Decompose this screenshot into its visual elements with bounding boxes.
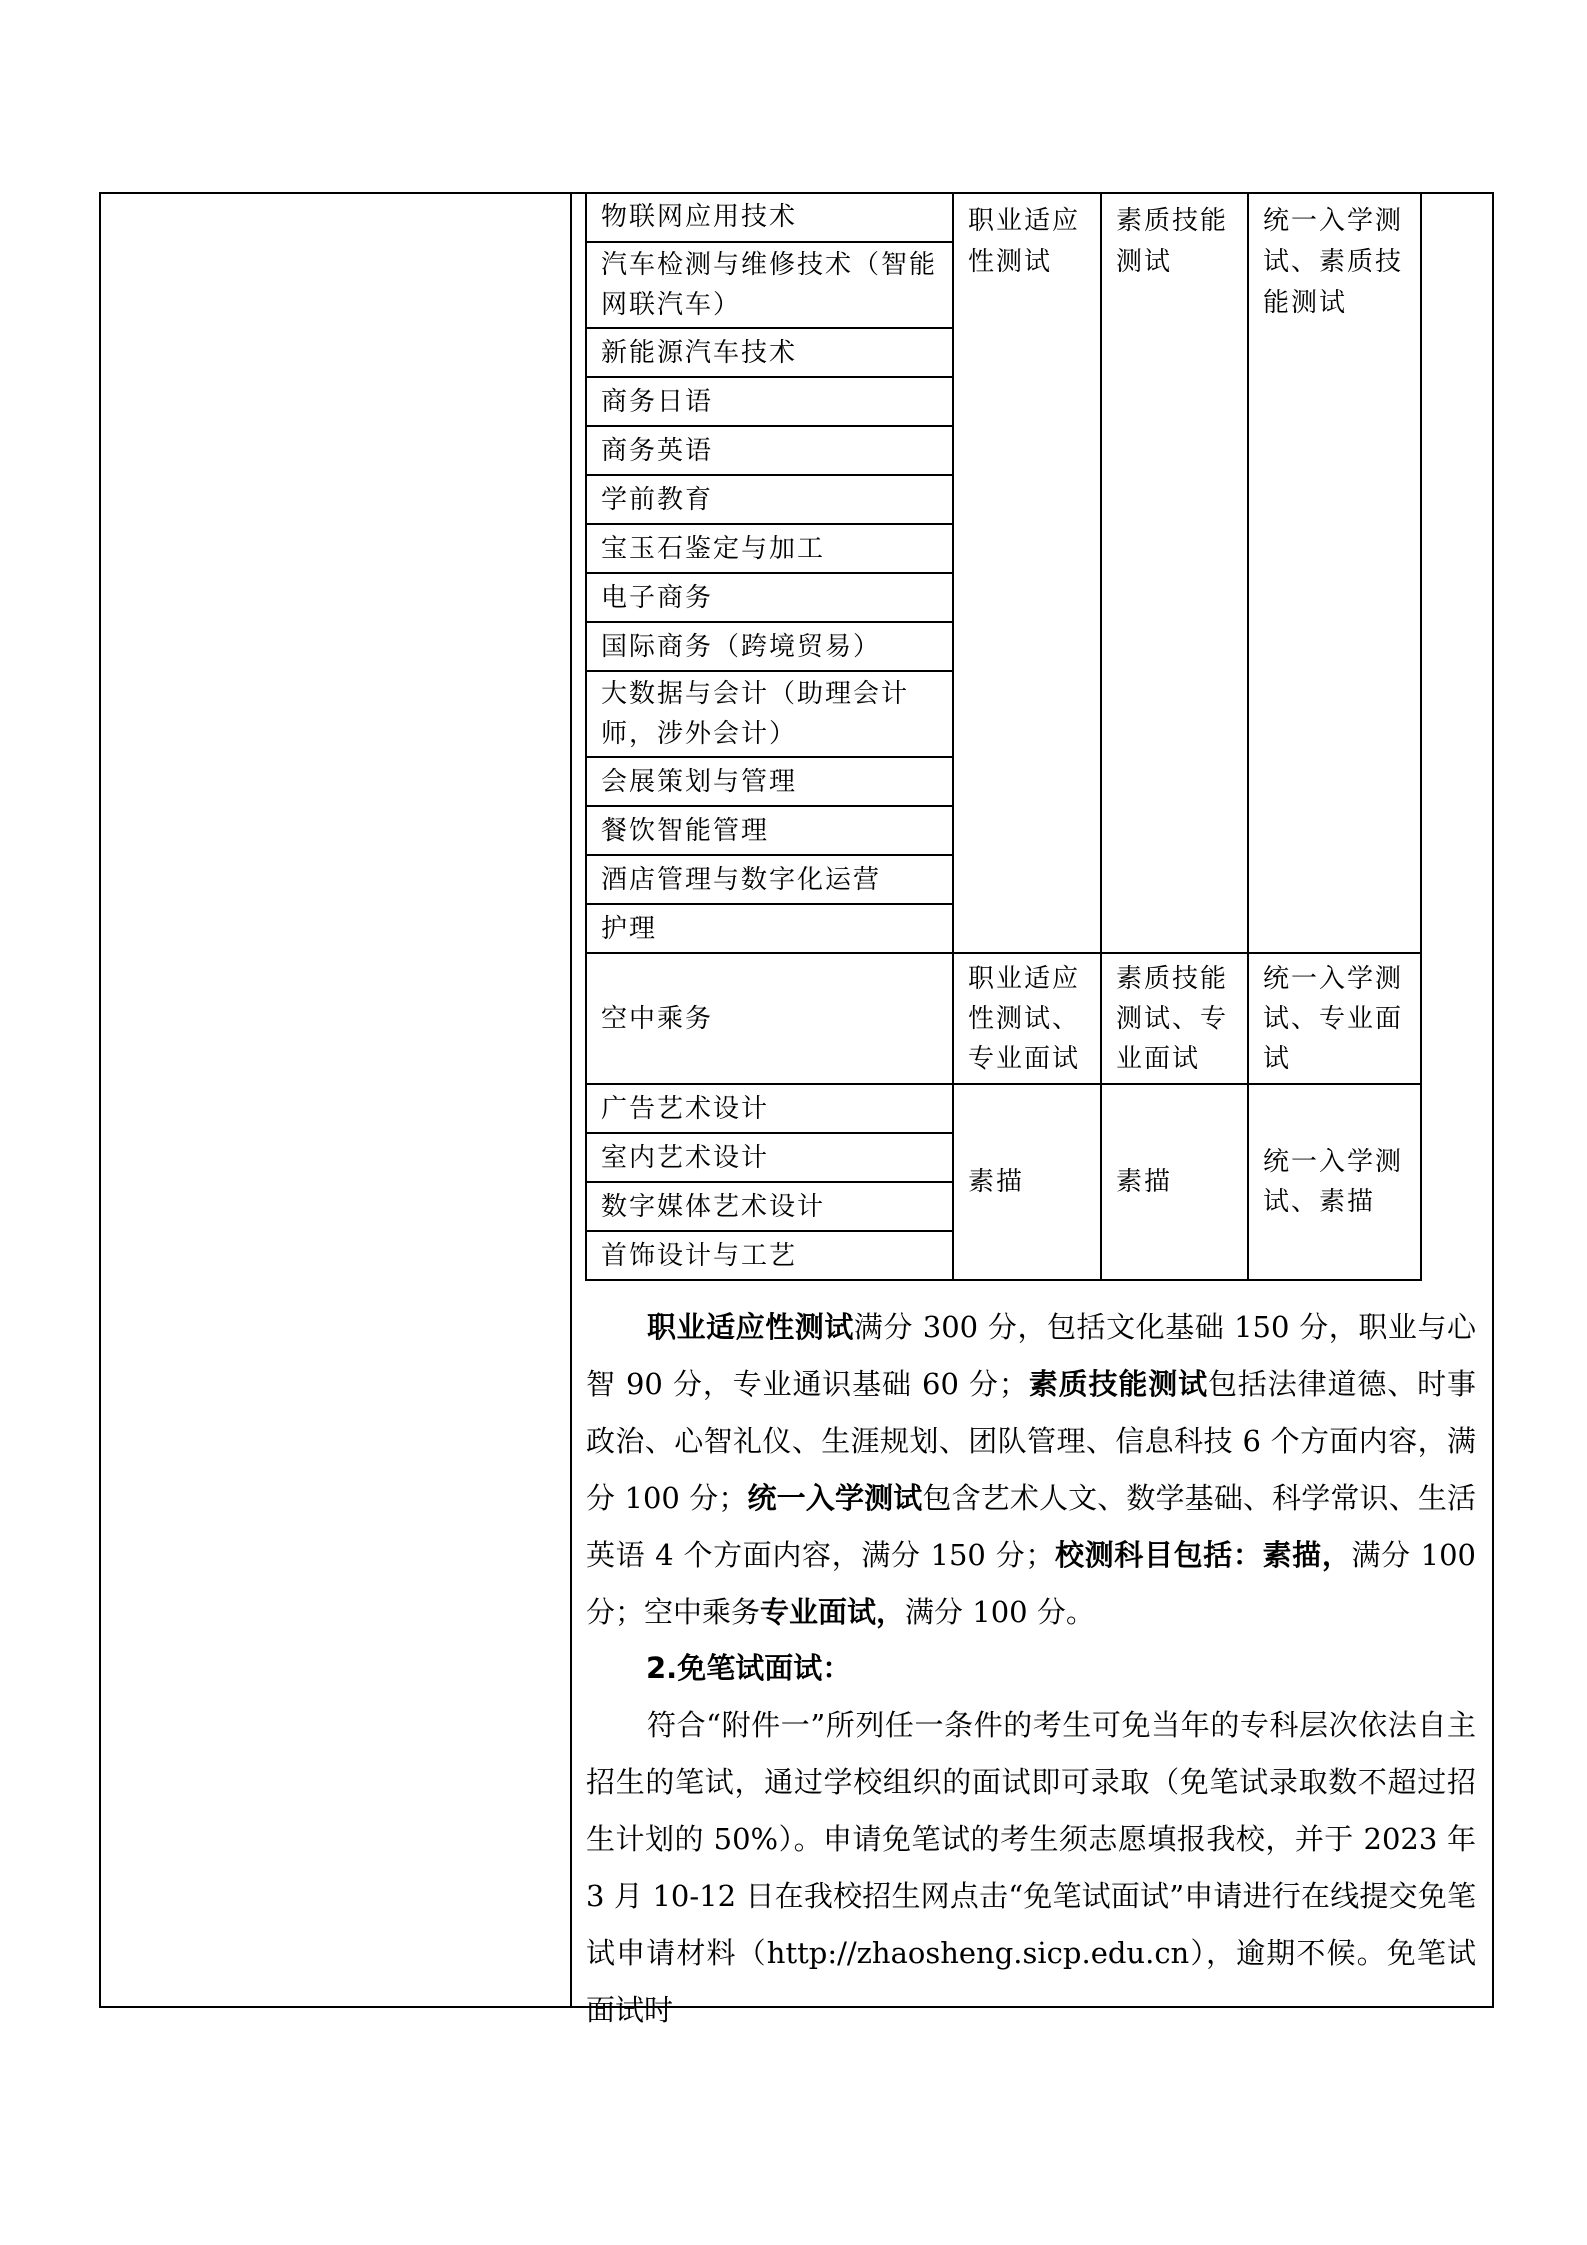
major-cell: 新能源汽车技术 [586,328,953,377]
table-row [586,1084,1421,1133]
major-cell: 酒店管理与数字化运营 [586,855,953,904]
bold-term: 校测科目包括：素描， [1054,1538,1352,1572]
major-cell: 首饰设计与工艺 [586,1231,953,1280]
major-test-table [585,193,1422,1281]
test-type-cell: 素描 [953,1084,1101,1280]
paragraph-text: 满分 300 分，包括文化基础 150 分，职业与心智 90 分，专业通识基础 60 分； [586,1310,1476,1401]
test-type-cell: 职业适应性测试 [953,193,1101,953]
test-content-cell: 素质技能测试、专业面试 [1101,953,1248,1084]
major-cell: 汽车检测与维修技术（智能网联汽车） [586,242,953,328]
major-cell: 数字媒体艺术设计 [586,1182,953,1231]
major-cell: 商务日语 [586,377,953,426]
admissions-link[interactable]: （http://zhaosheng.sicp.edu.cn） [736,1936,1206,1970]
major-cell: 电子商务 [586,573,953,622]
paragraph-text: 符合“附件一”所列任一条件的考生可免当年的专科层次依法自主招生的笔试，通过学校组织的面试即可录取（免笔试录取数不超过招生计划的 50%）。申请免笔试的考生须志愿填报我校，并于 2023 年 3 月 10-12 日在我校招生网点击“免笔试面试”申请进行在线提交免笔试申请材料 [586,1708,1476,1970]
test-type-cell: 职业适应性测试、专业面试 [953,953,1101,1084]
major-cell: 商务英语 [586,426,953,475]
major-cell: 广告艺术设计 [586,1084,953,1133]
bold-term: 素质技能测试 [1027,1367,1208,1401]
major-cell: 物联网应用技术 [586,193,953,242]
paragraph-text: 满分 100 分。 [905,1595,1095,1629]
table-row [586,193,1421,242]
bold-term: 专业面试， [760,1595,906,1629]
paragraph-text: ，逾期不候。免笔试面试时 [586,1936,1476,2027]
major-cell: 宝玉石鉴定与加工 [586,524,953,573]
section-heading: 2.免笔试面试： [646,1651,852,1685]
paragraph-text: 包含艺术人文、数学基础、科学常识、生活英语 4 个方面内容，满分 150 分； [586,1481,1476,1572]
test-content-cell: 素描 [1101,1084,1248,1280]
major-cell: 会展策划与管理 [586,757,953,806]
major-cell: 学前教育 [586,475,953,524]
bold-term: 职业适应性测试 [647,1310,854,1344]
test-subject-cell: 统一入学测试、素质技能测试 [1248,193,1421,953]
test-description-paragraph [586,1299,1476,1641]
outer-table-column-divider [570,192,572,2007]
major-cell: 空中乘务 [586,953,953,1084]
major-cell: 国际商务（跨境贸易） [586,622,953,671]
test-content-cell: 素质技能测试 [1101,193,1248,953]
paragraph-text: 包括法律道德、时事政治、心智礼仪、生涯规划、团队管理、信息科技 6 个方面内容，满分 100 分； [586,1367,1476,1515]
exemption-paragraph [586,1697,1476,2039]
outer-table-right-border [1492,192,1494,2007]
paragraph-text: 满分 100 分；空中乘务 [586,1538,1476,1629]
table-row [586,953,1421,1084]
outer-table-left-border [99,192,101,2007]
major-cell: 餐饮智能管理 [586,806,953,855]
major-cell: 大数据与会计（助理会计师，涉外会计） [586,671,953,757]
major-cell: 护理 [586,904,953,953]
major-cell: 室内艺术设计 [586,1133,953,1182]
bold-term: 统一入学测试 [747,1481,923,1515]
test-subject-cell: 统一入学测试、专业面试 [1248,953,1421,1084]
test-subject-cell: 统一入学测试、素描 [1248,1084,1421,1280]
